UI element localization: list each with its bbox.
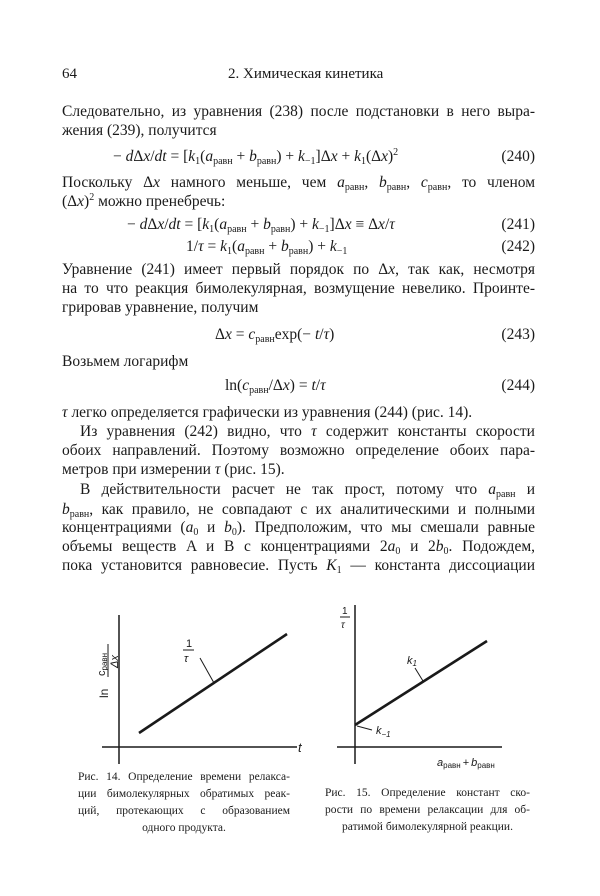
text-run: , как правило, не совпадают с их аналитическими и полными <box>89 501 535 518</box>
x-axis-label <box>437 757 495 770</box>
leader-line <box>357 726 372 730</box>
math-variable: b <box>224 519 232 536</box>
x-label-plus: + <box>462 757 470 769</box>
text-run: + <box>232 148 250 165</box>
text-run: − <box>127 216 140 233</box>
caption-line: ратимой бимолекулярной реакции. <box>342 821 513 833</box>
intercept-k: k <box>376 725 382 737</box>
math-variable: a <box>387 538 396 555</box>
math-variable: x <box>224 326 232 343</box>
math-variable: a <box>185 519 194 536</box>
text-run: (рис. 15). <box>220 461 285 478</box>
text-run: − <box>113 148 126 165</box>
subscript: равн <box>496 489 516 500</box>
text-run: ) <box>84 193 90 210</box>
math-variable: a <box>219 216 228 233</box>
subscript: равн <box>213 156 233 167</box>
subscript: 1 <box>209 224 215 235</box>
superscript: 2 <box>89 192 95 203</box>
math-variable: dt <box>168 216 181 233</box>
text-run: , так как, несмотря <box>395 261 535 278</box>
x-axis-label: t <box>298 740 302 755</box>
y-label-numerator <box>96 653 109 676</box>
subscript: 1 <box>227 246 233 257</box>
subscript: равн <box>256 156 277 167</box>
caption-line: одного продукта. <box>142 822 226 834</box>
x-label-sub: равн <box>443 761 461 770</box>
text-run: / <box>150 148 155 165</box>
figure-14-caption <box>78 769 290 837</box>
text-run: = [ <box>180 216 203 233</box>
subscript: 1 <box>336 565 342 576</box>
math-variable: k <box>220 238 228 255</box>
text-run: легко определяется графически из уравнения (244) (рис. 14). <box>67 404 473 421</box>
text-run: + <box>246 216 264 233</box>
subscript: 1 <box>360 156 366 167</box>
text-run: — константа диссоциации <box>341 557 535 574</box>
subscript: 0 <box>443 546 449 557</box>
text-run: ( <box>214 216 220 233</box>
subscript: равн <box>386 182 407 193</box>
text-run: пока установится равновесие. Пусть <box>62 557 327 574</box>
text-run: ) + <box>290 216 313 233</box>
math-variable: t <box>314 326 320 343</box>
subscript: −1 <box>318 224 330 235</box>
math-variable: k <box>329 238 337 255</box>
y-label-ln: ln <box>97 688 111 698</box>
text-run: ) = <box>289 377 312 394</box>
math-variable: x <box>330 148 338 165</box>
text-run: ) + <box>276 148 299 165</box>
running-header: 2. Химическая кинетика <box>228 66 384 82</box>
math-variable: τ <box>323 326 330 343</box>
text-run: ) <box>388 148 394 165</box>
text-run: на то что реакция бимолекулярная, возмущение невелико. Проинте- <box>62 280 535 297</box>
text-run: , <box>364 174 379 191</box>
text-run: = <box>231 326 249 343</box>
text-run: Δ <box>133 148 144 165</box>
text-run: + <box>337 148 355 165</box>
text-run: / <box>164 216 169 233</box>
x-label-a: a <box>437 757 444 769</box>
text-run: / <box>319 326 324 343</box>
text-run: exp(− <box>274 326 315 343</box>
text-run: В действительности расчет не так прост, потому что <box>80 481 489 498</box>
slope-label-numerator: 1 <box>186 638 193 650</box>
intercept-sub: −1 <box>381 730 391 739</box>
math-variable: c <box>248 326 256 343</box>
text-run: концентрациями ( <box>62 519 186 536</box>
text-run: Уравнение (241) имеет первый порядок по Δ <box>62 261 389 278</box>
math-variable: k <box>312 216 319 233</box>
y-label-sub: равн <box>100 652 109 671</box>
text-run: ) + <box>308 238 330 255</box>
text-run: , <box>406 174 421 191</box>
math-variable: a <box>237 238 245 255</box>
subscript: равн <box>227 224 247 235</box>
figure-15-caption <box>325 785 530 836</box>
intercept-label <box>376 725 391 739</box>
subscript: 0 <box>193 527 199 538</box>
subscript: 0 <box>231 527 237 538</box>
text-run: можно пренебречь: <box>94 193 226 210</box>
math-variable: t <box>311 377 316 394</box>
equation-number: (243) <box>501 326 535 343</box>
math-variable: c <box>420 174 428 191</box>
text-run: = [ <box>166 148 189 165</box>
slope-sub: 1 <box>412 659 417 668</box>
math-variable: τ <box>62 404 68 421</box>
y-label-denominator: Δx <box>109 655 121 668</box>
text-run: ]Δ <box>329 216 345 233</box>
math-variable: k <box>188 148 196 165</box>
math-variable: x <box>143 148 151 165</box>
subscript: равн <box>270 224 291 235</box>
math-variable: b <box>378 174 387 191</box>
text-run: ( <box>232 238 238 255</box>
text-run: ln( <box>225 377 243 394</box>
text-run: Δ <box>147 216 158 233</box>
text-run: (Δ <box>62 193 78 210</box>
text-run: обоих направлений. Поэтому возможно определение обоих пара- <box>62 442 535 459</box>
equation-number: (242) <box>501 238 535 255</box>
text-run: ) <box>329 326 335 343</box>
y-label-c: c <box>96 670 108 676</box>
math-variable: τ <box>320 377 326 394</box>
subscript: −1 <box>336 246 348 257</box>
subscript: равн <box>244 246 265 257</box>
slope-label-denominator: τ <box>184 653 189 665</box>
text-run: / <box>384 216 390 233</box>
subscript: равн <box>427 182 448 193</box>
text-run: содержит константы скорости <box>316 423 535 440</box>
math-variable: c <box>242 377 250 394</box>
subscript: −1 <box>304 156 316 167</box>
text-run: намного меньше, чем <box>160 174 338 191</box>
x-label-sub: равн <box>477 761 495 770</box>
text-run: ]Δ <box>315 148 331 165</box>
superscript: 2 <box>393 147 399 158</box>
subscript: равн <box>69 509 90 520</box>
math-variable: dt <box>154 148 167 165</box>
leader-line <box>200 658 214 683</box>
math-variable: a <box>205 148 214 165</box>
subscript: равн <box>288 246 309 257</box>
text-run: и 2 <box>400 538 436 555</box>
math-variable: k <box>202 216 210 233</box>
subscript: равн <box>344 182 365 193</box>
subscript: 1 <box>195 156 201 167</box>
subscript: 0 <box>395 546 401 557</box>
caption-line: рости по времени релаксации для об- <box>325 804 530 816</box>
text-run: Поскольку Δ <box>62 174 154 191</box>
y-axis-label <box>96 644 121 698</box>
math-variable: a <box>337 174 345 191</box>
caption-line: ций, протекающих с образованием <box>78 805 290 817</box>
math-variable: b <box>263 216 271 233</box>
math-variable: K <box>326 557 337 574</box>
math-variable: b <box>280 238 289 255</box>
math-variable: d <box>125 148 134 165</box>
subscript: равн <box>249 385 269 396</box>
math-variable: τ <box>198 238 204 255</box>
math-variable: k <box>298 148 305 165</box>
text-run: и <box>198 519 225 536</box>
text-run: / <box>315 377 321 394</box>
math-variable: b <box>62 501 70 518</box>
text-run: , то членом <box>447 174 536 191</box>
y-label-denominator: τ <box>341 620 345 631</box>
text-run: . Подождем, <box>448 538 536 555</box>
text-run: = <box>203 238 221 255</box>
math-variable: x <box>388 261 396 278</box>
text-run: + <box>264 238 281 255</box>
math-variable: a <box>488 481 497 498</box>
leader-line <box>415 668 423 681</box>
equation-number: (241) <box>501 216 535 233</box>
caption-line: ции бимолекулярных обратимых реак- <box>78 788 290 800</box>
caption-line: Рис. 14. Определение времени релакса- <box>78 771 290 783</box>
text-run: (Δ <box>365 148 382 165</box>
math-variable: τ <box>214 461 221 478</box>
slope-k: k <box>407 655 413 667</box>
math-variable: d <box>139 216 148 233</box>
math-variable: b <box>249 148 257 165</box>
text-run: объемы веществ A и B с концентрациями 2 <box>62 538 388 555</box>
text-run: Следовательно, из уравнения (238) после подстановки в него выра- <box>62 103 535 120</box>
text-run: Из уравнения (242) видно, что <box>80 423 312 440</box>
subscript: равн <box>255 334 275 345</box>
y-label-numerator: 1 <box>342 606 348 617</box>
data-line <box>139 634 287 733</box>
math-variable: x <box>378 216 385 233</box>
text-run: Δ <box>215 326 225 343</box>
figure-14 <box>96 615 303 764</box>
caption-line: Рис. 15. Определение констант ско- <box>325 787 530 799</box>
math-variable: x <box>157 216 165 233</box>
math-variable: b <box>435 538 444 555</box>
math-variable: x <box>77 193 85 210</box>
text-run: ≡ Δ <box>351 216 379 233</box>
text-run: грировав уравнение, получим <box>62 299 259 316</box>
math-variable: x <box>153 174 160 191</box>
math-variable: k <box>354 148 361 165</box>
text-run: метров при измерении <box>62 461 215 478</box>
slope-label <box>407 655 417 668</box>
figure-15 <box>337 605 502 770</box>
text-run: ). Предположим, что мы смешали равные <box>236 519 536 536</box>
math-variable: x <box>282 377 290 394</box>
math-variable: τ <box>389 216 395 233</box>
x-label-b: b <box>471 757 478 769</box>
text-run: жения (239), получится <box>62 122 217 139</box>
math-variable: x <box>381 148 388 165</box>
text-run: Возьмем логарифм <box>62 353 189 370</box>
page-number: 64 <box>62 66 77 82</box>
text-run: ( <box>200 148 206 165</box>
data-line <box>355 641 487 725</box>
math-variable: x <box>344 216 352 233</box>
text-run: 1/ <box>186 238 199 255</box>
text-run: и <box>515 481 536 498</box>
text-run: /Δ <box>268 377 283 394</box>
equation-number: (240) <box>501 148 535 165</box>
equation-number: (244) <box>501 377 535 394</box>
math-variable: τ <box>311 423 317 440</box>
